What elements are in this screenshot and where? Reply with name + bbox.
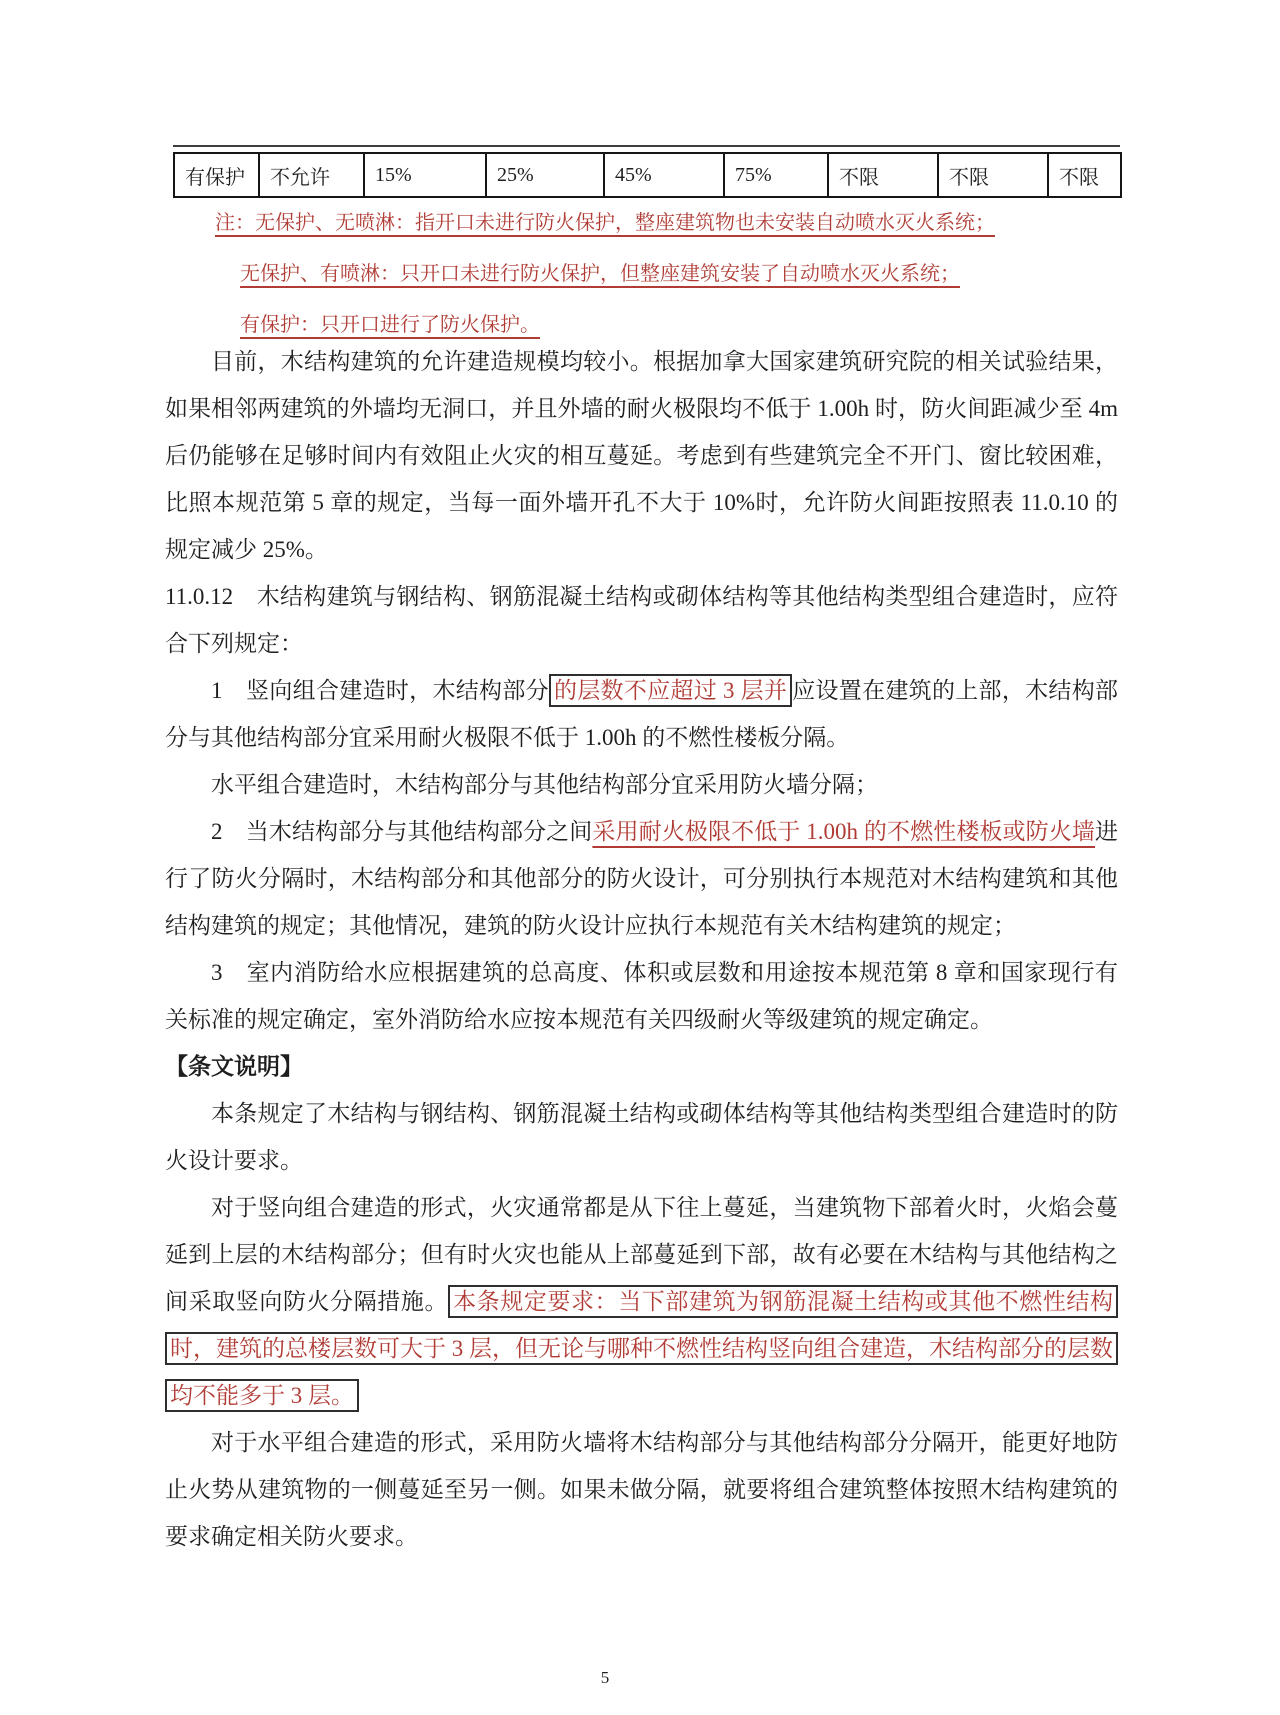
paragraph <box>165 808 1118 949</box>
table-cell: 不限 <box>1048 153 1121 197</box>
underlined-revision-text: 采用耐火极限不低于 1.00h 的不燃性楼板或防火墙 <box>592 819 1096 844</box>
document-body <box>165 338 1118 1560</box>
table-cell: 不限 <box>828 153 938 197</box>
body-text-run: 目前，木结构建筑的允许建造规模均较小。根据加拿大国家建筑研究院的相关试验结果，如果相邻两建筑的外墙均无洞口，并且外墙的耐火极限均不低于 1.00h 时，防火间距减少至 4m 后仍能够在足够时间内有效阻止火灾的相互蔓延。考虑到有些建筑完全不开门、窗比较困难，比照本规范第 5 章的规定，当每一面外墙开孔不大于 10%时，允许防火间距按照表 11.0.10 的规定减少 25%。 <box>165 349 1118 562</box>
paragraph <box>165 1419 1118 1560</box>
body-text-run: 本条规定了木结构与钢结构、钢筋混凝土结构或砌体结构等其他结构类型组合建造时的防火设计要求。 <box>165 1101 1118 1173</box>
table-cell: 45% <box>604 153 724 197</box>
body-text-run: 1 竖向组合建造时，木结构部分 <box>211 678 549 703</box>
body-text-run: 进行了防火分隔时，木结构部分和其他部分的防火设计，可分别执行本规范对木结构建筑和其他结构建筑的规定；其他情况，建筑的防火设计应执行本规范有关木结构建筑的规定； <box>165 819 1119 938</box>
body-text-run: 水平组合建造时，木结构部分与其他结构部分宜采用防火墙分隔； <box>211 772 878 797</box>
paragraph <box>165 667 1118 761</box>
table-note: 注：无保护、无喷淋：指开口未进行防火保护，整座建筑物也未安装自动喷水灭火系统； <box>215 212 995 234</box>
paragraph <box>165 573 1118 667</box>
paragraph <box>165 1184 1118 1419</box>
fire-separation-table <box>173 152 1122 198</box>
table-row <box>174 153 1121 197</box>
body-text-run: 3 室内消防给水应根据建筑的总高度、体积或层数和用途按本规范第 8 章和国家现行有关标准的规定确定，室外消防给水应按本规范有关四级耐火等级建筑的规定确定。 <box>165 960 1118 1032</box>
table-cell: 25% <box>486 153 604 197</box>
boxed-revision-text: 的层数不应超过 3 层并 <box>549 674 792 707</box>
table-note: 有保护：只开口进行了防火保护。 <box>240 314 540 336</box>
body-text-run: 对于竖向组合建造的形式，火灾通常都是从下往上蔓延，当建筑物下部着火时，火焰会蔓延到上层的木结构部分；但有时火灾也能从上部蔓延到下部，故有必要在木结构与其他结构之间采取竖向防火分隔措施。 <box>165 1195 1118 1314</box>
body-text-run: 2 当木结构部分与其他结构部分之间 <box>211 819 593 844</box>
body-text-run: 【条文说明】 <box>165 1053 303 1079</box>
paragraph <box>165 761 1118 808</box>
body-text-run: 11.0.12 木结构建筑与钢结构、钢筋混凝土结构或砌体结构等其他结构类型组合建造时，应符合下列规定： <box>165 584 1118 656</box>
body-text-run: 应设置在建筑的上部，木结构部分与其他结构部分宜采用耐火极限不低于 1.00h 的不燃性楼板分隔。 <box>165 678 1119 750</box>
body-text-run: 对于水平组合建造的形式，采用防火墙将木结构部分与其他结构部分分隔开，能更好地防止火势从建筑物的一侧蔓延至另一侧。如果未做分隔，就要将组合建筑整体按照木结构建筑的要求确定相关防火要求。 <box>165 1430 1118 1549</box>
paragraph <box>165 949 1118 1043</box>
table-cell: 75% <box>724 153 828 197</box>
continuation-table <box>173 145 1120 198</box>
boxed-revision-text: 本条规定要求：当下部建筑为钢筋混凝土结构或其他不燃性结构时，建筑的总楼层数可大于 3 层，但无论与哪种不燃性结构竖向组合建造，木结构部分的层数均不能多于 3 层。 <box>165 1285 1118 1412</box>
table-cell: 不允许 <box>259 153 364 197</box>
paragraph <box>165 338 1118 573</box>
section-heading <box>165 1043 1118 1090</box>
table-cell: 有保护 <box>174 153 259 197</box>
table-cell: 不限 <box>938 153 1048 197</box>
table-note: 无保护、有喷淋：只开口未进行防火保护，但整座建筑安装了自动喷水灭火系统； <box>240 263 960 285</box>
table-notes <box>165 198 1118 351</box>
page-number: 5 <box>600 1668 610 1687</box>
table-cell: 15% <box>364 153 486 197</box>
table-top-rule <box>173 145 1120 147</box>
paragraph <box>165 1090 1118 1184</box>
